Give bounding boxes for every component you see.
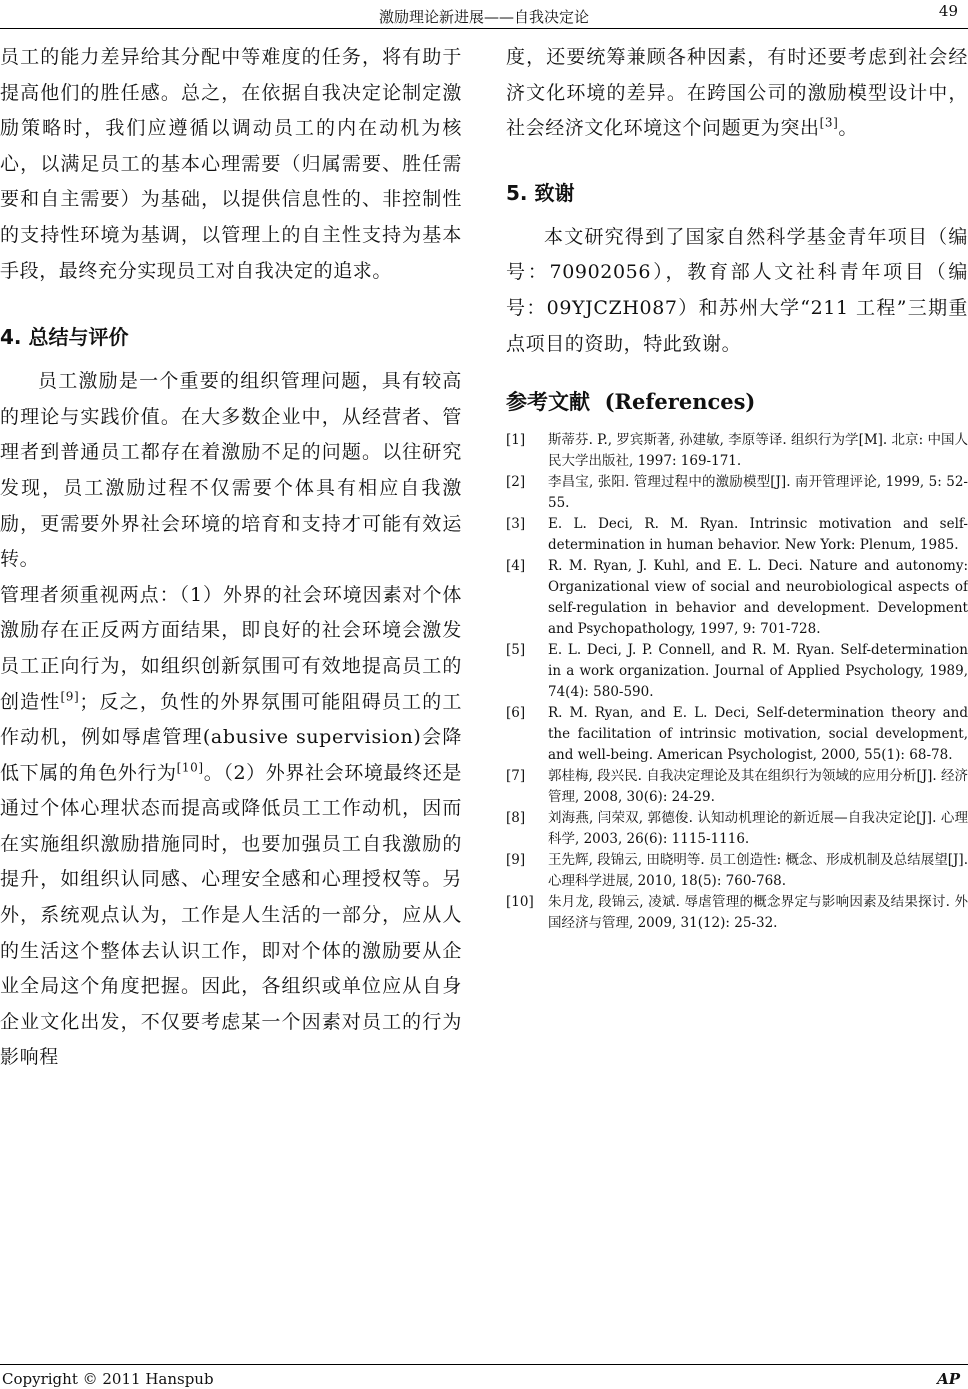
- reference-text: 李昌宝, 张阳. 管理过程中的激励模型[J]. 南开管理评论, 1999, 5: 52-55.: [548, 474, 968, 512]
- reference-item: [506, 703, 968, 766]
- page-footer: [0, 1362, 968, 1389]
- copyright-notice: Copyright © 2011 Hanspub: [2, 1370, 214, 1388]
- reference-item: [506, 430, 968, 472]
- reference-item: [506, 514, 968, 556]
- reference-number: [1]: [506, 432, 526, 449]
- reference-text: E. L. Deci, J. P. Connell, and R. M. Ryan. Self-determination in a work organization. Journal of Applied Psychology, 1989, 74(4): 580-590.: [548, 642, 968, 701]
- journal-abbreviation: AP: [937, 1370, 960, 1388]
- page-header: [0, 0, 968, 30]
- text-run: ；反之，负性的外界氛围可能阻碍员工的工作动机，例如辱虐管理(abusive supervision)会降低下属的角色外行为: [0, 690, 462, 784]
- body-paragraph: 员工激励是一个重要的组织管理问题，具有较高的理论与实践价值。在大多数企业中，从经营者、管理者到普通员工都存在着激励不足的问题。以往研究发现，员工激励过程不仅需要个体具有相应自我激励，更需要外界社会环境的培育和支持才可能有效运转。: [0, 370, 462, 571]
- reference-number: [8]: [506, 810, 526, 827]
- right-column: [506, 40, 968, 934]
- reference-number: [5]: [506, 642, 526, 659]
- reference-number: [6]: [506, 705, 526, 722]
- reference-number: [3]: [506, 516, 526, 533]
- reference-item: [506, 892, 968, 934]
- reference-item: [506, 808, 968, 850]
- reference-number: [10]: [506, 894, 534, 911]
- reference-text: 王先辉, 段锦云, 田晓明等. 员工创造性: 概念、形成机制及总结展望[J]. 心理科学进展, 2010, 18(5): 760-768.: [548, 852, 968, 890]
- page-number: 49: [938, 2, 958, 20]
- reference-number: [4]: [506, 558, 526, 575]
- body-paragraph: [0, 578, 462, 1076]
- reference-text: 朱月龙, 段锦云, 凌斌. 辱虐管理的概念界定与影响因素及结果探讨. 外国经济与管理, 2009, 31(12): 25-32.: [548, 894, 968, 932]
- reference-text: 郭桂梅, 段兴民. 自我决定理论及其在组织行为领域的应用分析[J]. 经济管理, 2008, 30(6): 24-29.: [548, 768, 968, 806]
- reference-number: [2]: [506, 474, 526, 491]
- section-heading-acknowledgement: 5. 致谢: [506, 180, 575, 205]
- reference-item: [506, 640, 968, 703]
- text-run: 度，还要统筹兼顾各种因素，有时还要考虑到社会经济文化环境的差异。在跨国公司的激励模型设计中，社会经济文化环境这个问题更为突出: [506, 46, 968, 140]
- reference-text: E. L. Deci, R. M. Ryan. Intrinsic motivation and self-determination in human behavior. New York: Plenum, 1985.: [548, 516, 968, 554]
- references-heading-en: (References): [604, 389, 756, 415]
- body-paragraph: 本文研究得到了国家自然科学基金青年项目（编号：70902056），教育部人文社科青年项目（编号：09YJCZH087）和苏州大学“211 工程”三期重点项目的资助，特此致谢。: [506, 225, 968, 355]
- body-paragraph: [506, 40, 968, 147]
- citation-link[interactable]: [9]: [60, 689, 80, 704]
- reference-item: [506, 472, 968, 514]
- reference-item: [506, 850, 968, 892]
- reference-text: 斯蒂芬. P., 罗宾斯著, 孙建敏, 李原等译. 组织行为学[M]. 北京: 中国人民大学出版社, 1997: 169-171.: [548, 432, 968, 470]
- left-column: [0, 40, 462, 1076]
- reference-item: [506, 556, 968, 640]
- body-paragraph: 员工的能力差异给其分配中等难度的任务，将有助于提高他们的胜任感。总之，在依据自我决定论制定激励策略时，我们应遵循以调动员工的内在动机为核心，以满足员工的基本心理需要（归属需要、胜任需要和自主需要）为基础，以提供信息性的、非控制性的支持性环境为基调，以管理上的自主性支持为基本手段，最终充分实现员工对自我决定的追求。: [0, 46, 462, 282]
- text-run: 。: [838, 117, 859, 140]
- reference-text: R. M. Ryan, J. Kuhl, and E. L. Deci. Nature and autonomy: Organizational view of social and neurobiological aspects of self-regulation in behavior and development. Development and Psychopathology, 1997, 9: 701-728.: [548, 558, 968, 638]
- reference-text: R. M. Ryan, and E. L. Deci, Self-determination theory and the facilitation of intrinsic motivation, social development, and well-being. American Psychologist, 2000, 55(1): 68-78.: [548, 705, 968, 764]
- text-run: 管理者须重视两点：（1）外界的社会环境因素对个体激励存在正反两方面结果，即良好的社会环境会激发员工正向行为，如组织创新氛围可有效地提高员工的创造性: [0, 583, 462, 713]
- reference-text: 刘海燕, 闫荣双, 郭德俊. 认知动机理论的新近展—自我决定论[J]. 心理科学, 2003, 26(6): 1115-1116.: [548, 810, 968, 848]
- citation-link[interactable]: [10]: [176, 760, 204, 775]
- references-heading: [506, 386, 968, 416]
- text-run: 。（2）外界社会环境最终还是通过个体心理状态而提高或降低员工工作动机，因而在实施组织激励措施同时，也要加强员工自我激励的提升，如组织认同感、心理安全感和心理授权等。另外，系统观点认为，工作是人生活的一部分，应从人的生活这个整体去认识工作，即对个体的激励要从企业全局这个角度把握。因此，各组织或单位应从自身企业文化出发，不仅要考虑某一个因素对员工的行为影响程: [0, 761, 462, 1069]
- references-heading-cn: 参考文献: [506, 390, 590, 415]
- reference-number: [7]: [506, 768, 526, 785]
- header-rule: [0, 28, 968, 29]
- running-title: 激励理论新进展——自我决定论: [378, 8, 589, 26]
- footer-rule: [0, 1364, 968, 1365]
- citation-link[interactable]: [3]: [819, 115, 839, 130]
- section-heading-summary: 4. 总结与评价: [0, 325, 129, 350]
- reference-list: [506, 430, 968, 934]
- reference-item: [506, 766, 968, 808]
- reference-number: [9]: [506, 852, 526, 869]
